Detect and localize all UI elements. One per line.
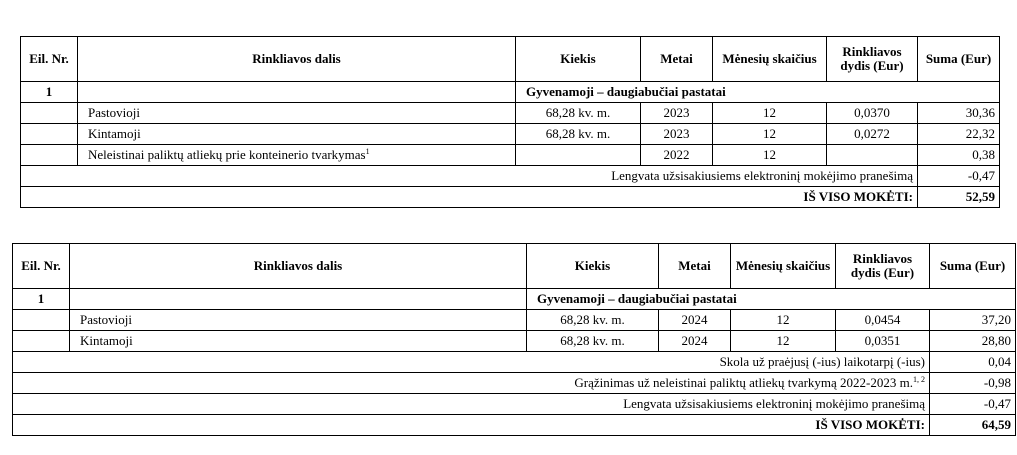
fee-table-2023 [20, 36, 1000, 208]
summary-label: Skola už praėjusį (-ius) laikotarpį (-ius) [13, 352, 930, 373]
cell-part: Kintamoji [78, 124, 516, 145]
total-row [13, 415, 1016, 436]
cell-qty [516, 145, 641, 166]
cell-rate [827, 145, 918, 166]
cell-part [78, 145, 516, 166]
cell-months: 12 [713, 103, 827, 124]
header-part: Rinkliavos dalis [78, 37, 516, 82]
cell-rate: 0,0454 [836, 310, 930, 331]
footnote-marker: 1, 2 [913, 375, 925, 384]
table-header-row [13, 244, 1016, 289]
cell-rate: 0,0272 [827, 124, 918, 145]
cell-part-text: Neleistinai paliktų atliekų prie konteinerio tvarkymas [88, 147, 366, 162]
summary-sum: -0,47 [930, 394, 1016, 415]
summary-label [13, 373, 930, 394]
cell-year: 2022 [641, 145, 713, 166]
cell-sum: 37,20 [930, 310, 1016, 331]
header-nr: Eil. Nr. [21, 37, 78, 82]
cell-qty: 68,28 kv. m. [527, 331, 659, 352]
table-row [13, 331, 1016, 352]
cell-qty: 68,28 kv. m. [527, 310, 659, 331]
cell-year: 2024 [659, 310, 731, 331]
header-sum: Suma (Eur) [918, 37, 1000, 82]
cell-qty: 68,28 kv. m. [516, 103, 641, 124]
header-nr: Eil. Nr. [13, 244, 70, 289]
header-year: Metai [641, 37, 713, 82]
summary-sum: -0,98 [930, 373, 1016, 394]
fee-table-2024 [12, 243, 1016, 436]
summary-row [13, 394, 1016, 415]
section-title: Gyvenamoji – daugiabučiai pastatai [516, 82, 1000, 103]
summary-sum: 0,04 [930, 352, 1016, 373]
header-months: Mėnesių skaičius [713, 37, 827, 82]
summary-label-text: Grąžinimas už neleistinai paliktų atliekų tvarkymą 2022-2023 m. [574, 375, 913, 390]
summary-label: Lengvata užsisakiusiems elektroninį mokėjimo pranešimą [21, 166, 918, 187]
header-rate: Rinkliavos dydis (Eur) [827, 37, 918, 82]
cell-qty: 68,28 kv. m. [516, 124, 641, 145]
summary-row [21, 166, 1000, 187]
footnote-marker: 1 [365, 147, 370, 156]
total-sum: 52,59 [918, 187, 1000, 208]
cell-rate: 0,0370 [827, 103, 918, 124]
cell-sum: 22,32 [918, 124, 1000, 145]
summary-row [13, 352, 1016, 373]
cell-year: 2023 [641, 124, 713, 145]
cell-empty [21, 103, 78, 124]
header-rate: Rinkliavos dydis (Eur) [836, 244, 930, 289]
table-row [21, 124, 1000, 145]
table-header-row [21, 37, 1000, 82]
cell-months: 12 [713, 145, 827, 166]
total-label: IŠ VISO MOKĖTI: [21, 187, 918, 208]
header-months: Mėnesių skaičius [731, 244, 836, 289]
section-nr: 1 [21, 82, 78, 103]
cell-empty [13, 310, 70, 331]
table-row [21, 145, 1000, 166]
summary-sum: -0,47 [918, 166, 1000, 187]
summary-row [13, 373, 1016, 394]
cell-part: Pastovioji [70, 310, 527, 331]
cell-empty [13, 331, 70, 352]
cell-sum: 30,36 [918, 103, 1000, 124]
header-year: Metai [659, 244, 731, 289]
cell-year: 2023 [641, 103, 713, 124]
table-row [21, 103, 1000, 124]
header-part: Rinkliavos dalis [70, 244, 527, 289]
section-title: Gyvenamoji – daugiabučiai pastatai [527, 289, 1016, 310]
cell-months: 12 [731, 331, 836, 352]
cell-sum: 0,38 [918, 145, 1000, 166]
cell-rate: 0,0351 [836, 331, 930, 352]
cell-empty [21, 145, 78, 166]
total-sum: 64,59 [930, 415, 1016, 436]
cell-year: 2024 [659, 331, 731, 352]
section-nr: 1 [13, 289, 70, 310]
cell-months: 12 [731, 310, 836, 331]
cell-months: 12 [713, 124, 827, 145]
total-label: IŠ VISO MOKĖTI: [13, 415, 930, 436]
section-empty [70, 289, 527, 310]
total-row [21, 187, 1000, 208]
section-row [21, 82, 1000, 103]
header-sum: Suma (Eur) [930, 244, 1016, 289]
header-qty: Kiekis [527, 244, 659, 289]
section-row [13, 289, 1016, 310]
cell-sum: 28,80 [930, 331, 1016, 352]
cell-part: Kintamoji [70, 331, 527, 352]
section-empty [78, 82, 516, 103]
cell-empty [21, 124, 78, 145]
table-row [13, 310, 1016, 331]
header-qty: Kiekis [516, 37, 641, 82]
summary-label: Lengvata užsisakiusiems elektroninį mokėjimo pranešimą [13, 394, 930, 415]
cell-part: Pastovioji [78, 103, 516, 124]
